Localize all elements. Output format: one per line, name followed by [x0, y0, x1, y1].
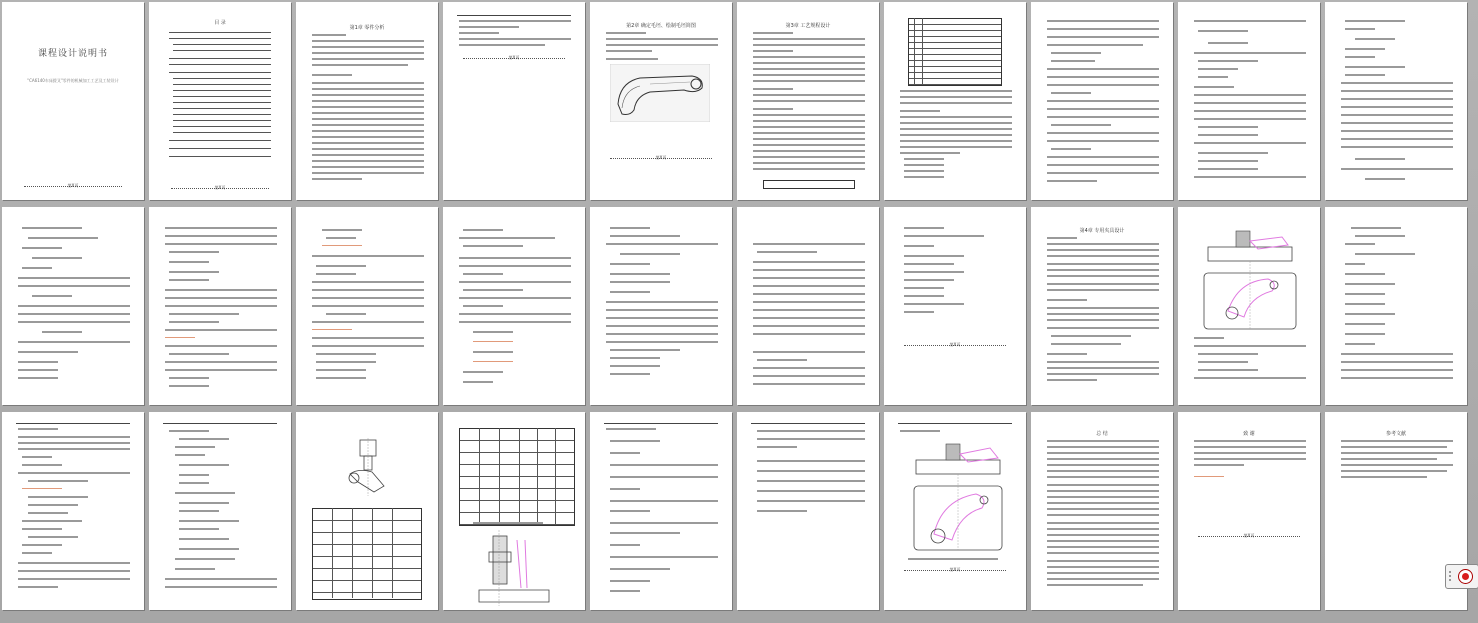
record-button[interactable]	[1445, 564, 1478, 589]
page-thumbnail-11[interactable]	[2, 207, 144, 405]
page-thumbnail-12[interactable]	[149, 207, 291, 405]
page-thumbnail-15[interactable]	[590, 207, 732, 405]
page-thumbnail-28[interactable]: 总 结	[1031, 412, 1173, 610]
page-thumbnail-7[interactable]	[884, 2, 1026, 200]
fixture-drawing-figure	[1198, 221, 1302, 331]
page-thumbnail-2[interactable]: 目 录 第X页	[149, 2, 291, 200]
page-thumbnail-20[interactable]	[1325, 207, 1467, 405]
page-thumbnail-25[interactable]	[590, 412, 732, 610]
locating-pin-figure	[469, 530, 559, 606]
page-thumbnail-8[interactable]	[1031, 2, 1173, 200]
page-footer-label: 第X页	[67, 183, 79, 188]
page-thumbnail-9[interactable]	[1178, 2, 1320, 200]
page-thumbnail-24[interactable]	[443, 412, 585, 610]
page-thumbnail-23[interactable]	[296, 412, 438, 610]
page-thumbnail-13[interactable]	[296, 207, 438, 405]
page-thumbnail-27[interactable]: 第X页	[884, 412, 1026, 610]
page-thumbnail-21[interactable]	[2, 412, 144, 610]
page-thumbnail-29[interactable]: 致 谢 第X页	[1178, 412, 1320, 610]
page-thumbnail-22[interactable]	[149, 412, 291, 610]
page-thumbnail-10[interactable]	[1325, 2, 1467, 200]
page-thumbnail-3[interactable]: 第1章 零件分析	[296, 2, 438, 200]
page-thumbnail-4[interactable]: 第X页	[443, 2, 585, 200]
blank-drawing-figure	[610, 64, 710, 122]
page-thumbnail-17[interactable]: 第X页	[884, 207, 1026, 405]
page-thumbnail-5[interactable]: 第2章 确定毛坯、绘制毛坯简图 第X页	[590, 2, 732, 200]
page-thumbnail-26[interactable]	[737, 412, 879, 610]
page-thumbnail-18[interactable]: 第4章 专用夹具设计	[1031, 207, 1173, 405]
page-thumbnail-1[interactable]	[2, 2, 144, 200]
page-thumbnail-14[interactable]	[443, 207, 585, 405]
record-icon	[1458, 569, 1473, 584]
cover-subtitle: "CA6140车床拨叉"零件的机械加工工艺及工装设计	[27, 78, 119, 83]
cover-title: 课程设计说明书	[37, 49, 108, 59]
drill-jig-figure	[344, 438, 394, 498]
assembly-drawing-figure	[906, 436, 1010, 554]
page-thumbnail-6[interactable]: 第3章 工艺规程设计	[737, 2, 879, 200]
toc-title: 目 录	[214, 20, 226, 26]
page-thumbnail-19[interactable]	[1178, 207, 1320, 405]
drag-handle-icon[interactable]	[1449, 571, 1457, 581]
page-thumbnail-16[interactable]	[737, 207, 879, 405]
page-thumbnail-30[interactable]: 参考文献	[1325, 412, 1467, 610]
